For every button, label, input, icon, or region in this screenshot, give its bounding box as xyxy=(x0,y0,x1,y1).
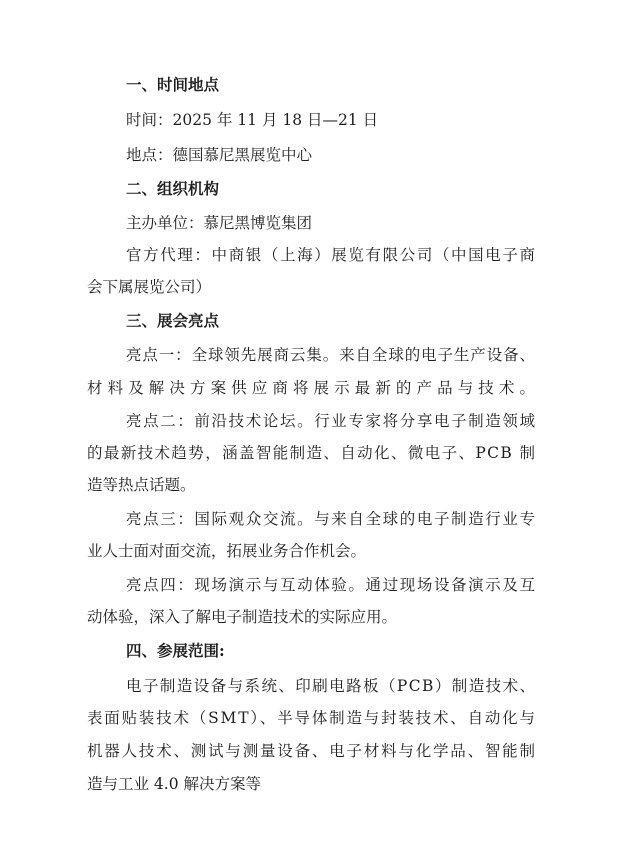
section-heading-scope: 四、参展范围: xyxy=(126,641,225,660)
organizer-line: 主办单位：慕尼黑博览集团 xyxy=(126,214,313,232)
highlight-4-line-1: 亮点四：现场演示与互动体验。通过现场设备演示及互 xyxy=(126,576,537,594)
scope-line-4: 造与工业 4.0 解决方案等 xyxy=(87,775,262,793)
venue-line: 地点：德国慕尼黑展览中心 xyxy=(126,146,313,164)
section-heading-highlights: 三、展会亮点 xyxy=(126,311,220,330)
highlight-4-line-2: 动体验，深入了解电子制造技术的实际应用。 xyxy=(87,608,398,626)
highlight-1-line-2: 材料及解决方案供应商将展示最新的产品与技术。 xyxy=(87,379,541,397)
highlight-2-line-1: 亮点二：前沿技术论坛。行业专家将分享电子制造领域 xyxy=(126,412,537,430)
scope-line-1: 电子制造设备与系统、印刷电路板（PCB）制造技术、 xyxy=(126,677,537,695)
agent-line-2: 会下属展览公司） xyxy=(87,278,212,296)
highlight-2-line-2: 的最新技术趋势，涵盖智能制造、自动化、微电子、PCB 制 xyxy=(87,444,537,462)
time-line: 时间：2025 年 11 月 18 日—21 日 xyxy=(126,111,379,129)
section-heading-time-place: 一、时间地点 xyxy=(126,75,220,94)
scope-line-3: 机器人技术、测试与测量设备、电子材料与化学品、智能制 xyxy=(87,742,537,760)
section-heading-organization: 二、组织机构 xyxy=(126,179,220,198)
agent-line-1: 官方代理：中商银（上海）展览有限公司（中国电子商 xyxy=(126,246,537,264)
highlight-3-line-1: 亮点三：国际观众交流。与来自全球的电子制造行业专 xyxy=(126,510,537,528)
highlight-2-line-3: 造等热点话题。 xyxy=(87,476,196,494)
scope-line-2: 表面贴装技术（SMT）、半导体制造与封装技术、自动化与 xyxy=(87,709,537,727)
highlight-3-line-2: 业人士面对面交流，拓展业务合作机会。 xyxy=(87,542,367,560)
highlight-1-line-1: 亮点一：全球领先展商云集。来自全球的电子生产设备、 xyxy=(126,346,536,364)
